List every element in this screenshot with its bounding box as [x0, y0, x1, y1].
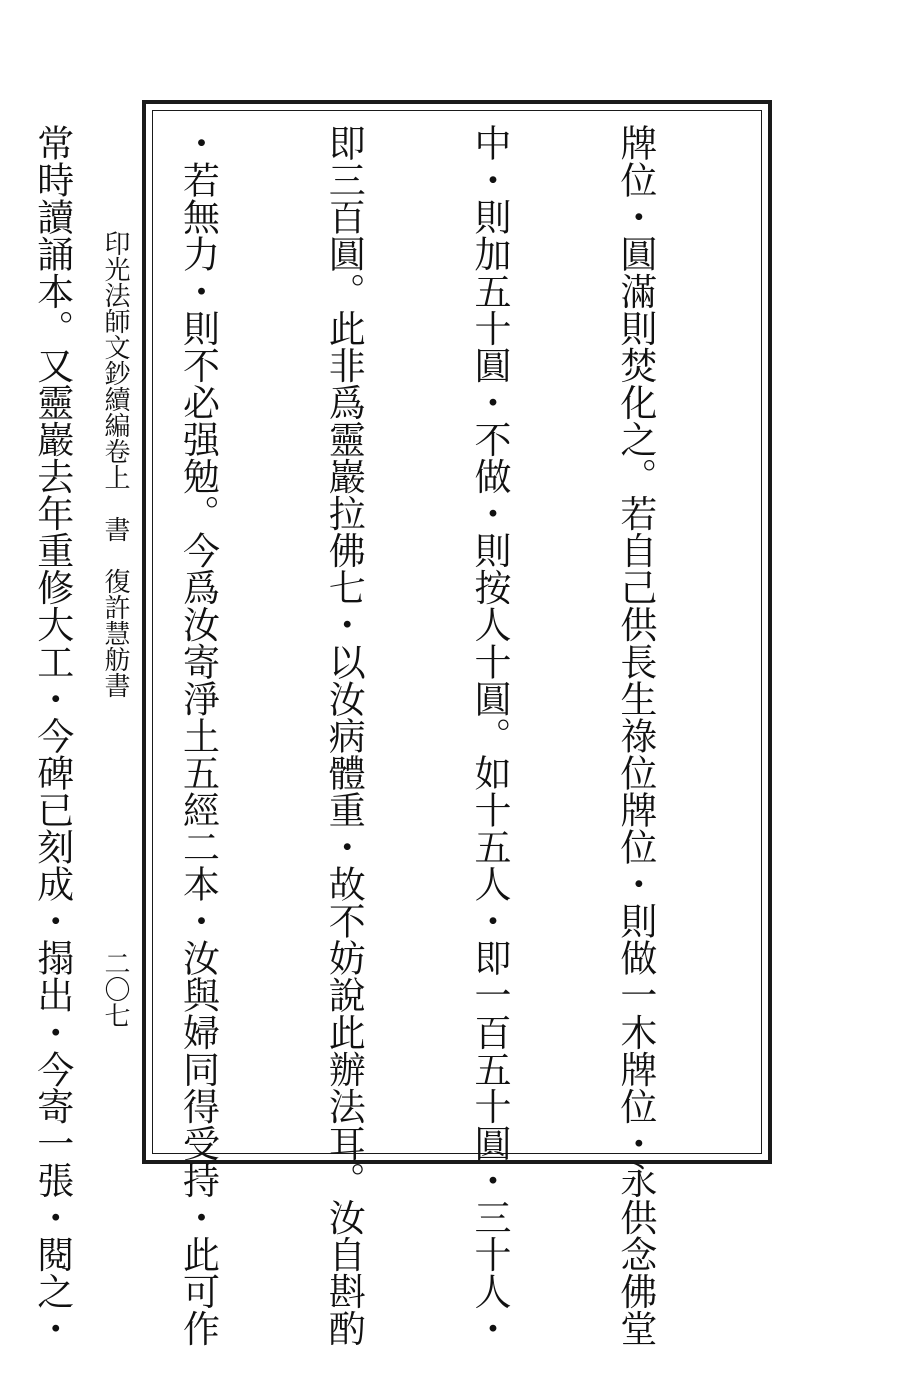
text-column: 常時讀誦本。又靈巖去年重修大工・今碑已刻成・搨出・今寄一張・閱之・	[30, 124, 74, 1347]
text-column: 牌位・圓滿則焚化之。若自己供長生祿位牌位・則做一木牌位・永供念佛堂	[613, 124, 657, 1347]
page-number: 二〇七	[100, 950, 130, 1028]
text-column: 即三百圓。此非爲靈巖拉佛七・以汝病體重・故不妨說此辦法耳。汝自斟酌	[322, 124, 366, 1347]
text-column: ・若無力・則不必强勉。今爲汝寄淨土五經二本・汝與婦同得受持・此可作	[176, 124, 220, 1347]
text-column: 中・則加五十圓・不做・則按人十圓。如十五人・即一百五十圓・三十人・	[468, 124, 512, 1347]
running-header: 印光法師文鈔續編卷上 書 復許慧舫書	[100, 230, 130, 698]
